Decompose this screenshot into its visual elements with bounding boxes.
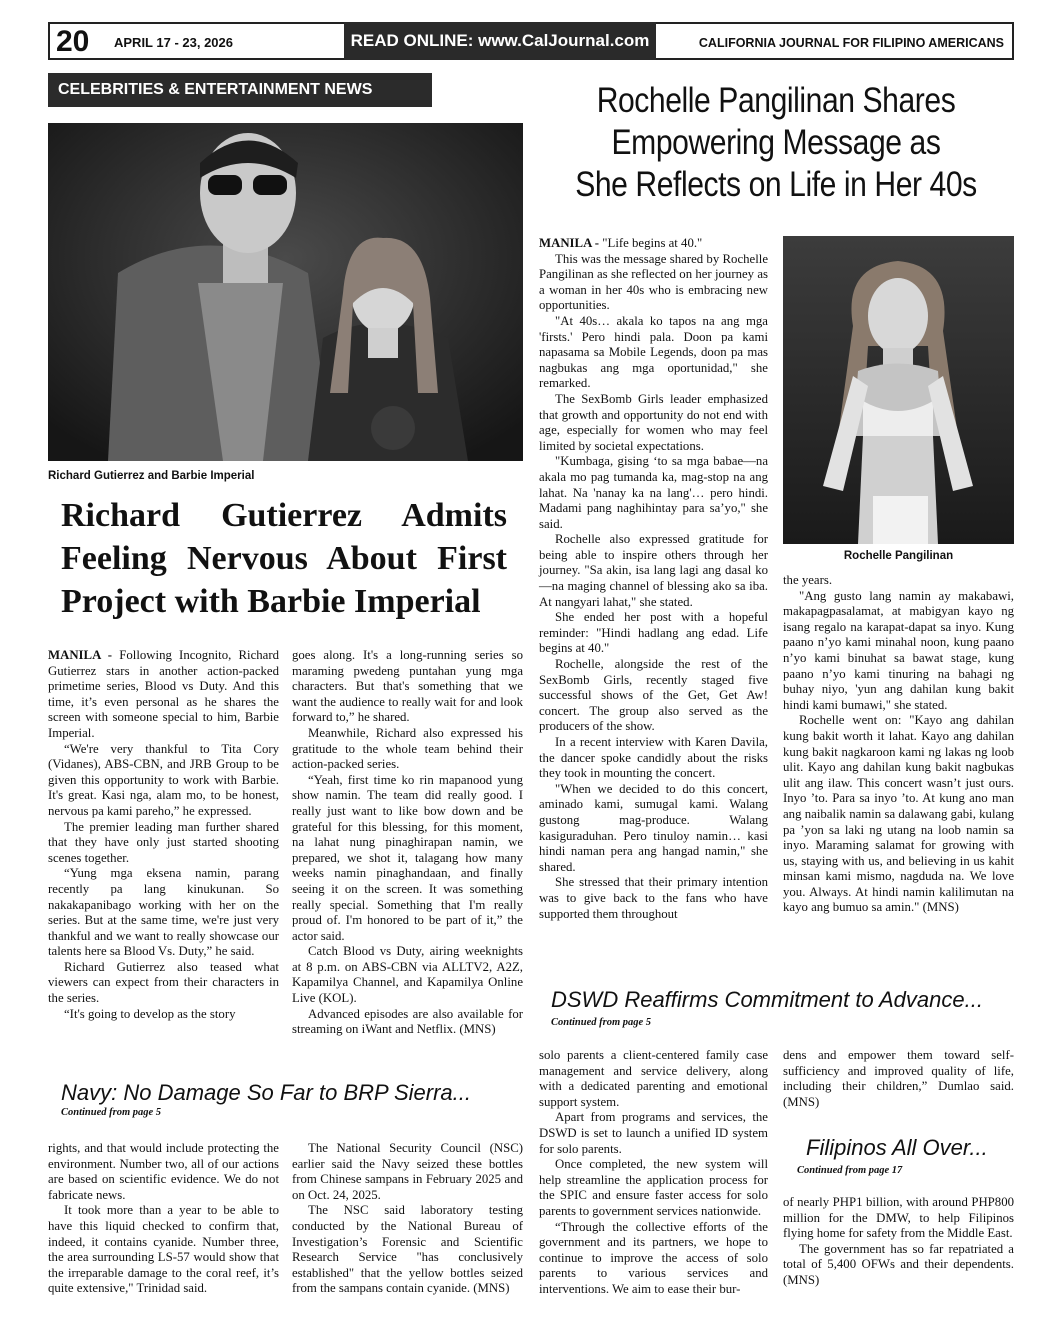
paragraph: Rochelle went on: "Kayo ang dahilan kung bakit worth it lahat. Kayo ang dahilan kung bakit nagkaroon kami ng lakas ng loob ulit. Kayo ang dahilan kung bakit nagbukas ulit ang ilaw. This concert wasn’t just ours. Inyo ’to. Para sa inyo ’to. At kung ano man ang naibalik namin sa dalawang gabi, kulang pa ’yon sa laki ng utang na loob namin sa inyo. Maraming salamat for growing with us, staying with us, and believing in us kahit minsan kami mismo, nagduda na. We love you. Always. At hindi namin kalilimutan na kayo ang bumuo sa amin." (MNS)	[783, 713, 1014, 915]
issue-date: APRIL 17 - 23, 2026	[114, 35, 233, 50]
filipinos-headline: Filipinos All Over...	[806, 1135, 988, 1160]
paragraph: Advanced episodes are also available for streaming on iWant and Netflix. (MNS)	[292, 1006, 523, 1037]
paragraph: “Yeah, first time ko rin mapanood yung show namin. The team did really good. I really just want to like bow down and be grateful for this blessing, for this moment, na lahat nung pinaghirapan namin, we prepared, we shot it, talagang how many weeks namin pinaghandaan, and finally seeing it on the screen. It was something really special. Something that I'm really proud of. I'm honored to be part of it,” the actor said.	[292, 772, 523, 943]
dswd-column-1	[539, 1048, 768, 1298]
richard-barbie-photo	[48, 123, 523, 461]
richard-photo-caption: Richard Gutierrez and Barbie Imperial	[48, 470, 255, 482]
paragraph: “Yung mga eksena namin, parang recently pa lang kinukunan. So nakakapanibago working with her on the series. But at the same time, we're just very thankful and we want to really showcase our talents here sa Blood Vs. Duty,” he said.	[48, 866, 279, 959]
richard-column-1: MANILA - Following Incognito, Richard Gutierrez stars in another action-packed primetime series, Blood vs Duty. And this time, it’s even personal as he shares the screen with someone special to him, Barbie Imperial. “We're very thankful to Tita Cory (Vidanes), ABS-CBN, and JRB Group to be given this opportunity to work with Barbie. It's great. Kasi nga, alam mo, to be honest, nervous pa kami pareho,” he expressed. The premier leading man further shared that they have only just started shooting scenes together. “Yung mga eksena namin, parang recently pa lang kinukunan. So nakakapanibago working with her on the series. But at the same time, we're just very thankful and we want to really showcase our talents here sa Blood Vs. Duty,” he said. Richard Gutierrez also teased what viewers can expect from their characters in the series. “It's going to develop as the story	[48, 648, 279, 1021]
paragraph: goes along. It's a long-running series so maraming pwedeng puntahan yung mga characters. But that's something that we want the audience to really wait for and look forward to,” he shared.	[292, 648, 523, 725]
paragraph: Apart from programs and services, the DSWD is set to launch a unified ID system for solo parents.	[539, 1110, 768, 1156]
paragraph: the years.	[783, 573, 833, 587]
dateline: MANILA -	[48, 648, 113, 662]
richard-headline: Richard Gutierrez Admits Feeling Nervous About First Project with Barbie Imperial	[61, 497, 507, 620]
navy-headline: Navy: No Damage So Far to BRP Sierra...	[61, 1080, 471, 1105]
dswd-headline: DSWD Reaffirms Commitment to Advance...	[551, 987, 983, 1012]
paragraph: This was the message shared by Rochelle Pangilinan as she reflected on her journey as a woman in her 40s who is embracing new opportunities.	[539, 251, 768, 313]
paragraph: "At 40s… akala ko tapos na ang mga 'firsts.' Pero hindi pala. Doon pa kami napasama sa Mobile Legends, doon pa mas nagbukas ang mga oportunidad," she remarked.	[539, 313, 768, 391]
photo-illustration	[48, 123, 523, 461]
photo-illustration	[783, 236, 1014, 544]
paragraph: She stressed that their primary intention was to give back to the fans who have supported them throughout	[539, 875, 768, 921]
dswd-column-2	[783, 1048, 1014, 1110]
paragraph: dens and empower them toward self-sufficiency and improved quality of life, including their children,” Dumlao said. (MNS)	[783, 1048, 1014, 1109]
paragraph: "When we decided to do this concert, aminado kami, sumugal kami. Walang gustong mag-produce. Walang kasiguraduhan. Pero tinuloy namin… kasi hindi naman pera ang hangad namin," she shared.	[539, 781, 768, 874]
dateline: MANILA -	[539, 236, 600, 250]
paragraph: Rochelle also expressed gratitude for being able to inspire others through her journey. "Sa akin, isa lang lagi ang dasal ko—na maging channel of blessing ako sa iba. At nangyari lahat," she stated.	[539, 532, 768, 609]
paragraph: The SexBomb Girls leader emphasized that growth and opportunity do not end with age, especially for women who may feel limited by societal expectations.	[539, 391, 768, 453]
publication-name: CALIFORNIA JOURNAL FOR FILIPINO AMERICANS	[698, 36, 1004, 50]
page-number: 20	[56, 25, 90, 58]
paragraph: The NSC said laboratory testing conducted by the National Bureau of Investigation’s Forensic and Scientific Research Service "has conclusively established" that the yellow bottles seized from the sampans contain cyanide. (MNS)	[292, 1203, 523, 1296]
paragraph: The premier leading man further shared that they have only just started shooting scenes together.	[48, 819, 279, 865]
dswd-continued: Continued from page 5	[551, 1017, 652, 1028]
paragraph: The National Security Council (NSC) earlier said the Navy seized these bottles from Chinese sampans in February 2025 and on Oct. 24, 2025.	[292, 1141, 523, 1202]
navy-continued: Continued from page 5	[61, 1107, 162, 1118]
paragraph: Catch Blood vs Duty, airing weeknights at 8 p.m. on ABS-CBN via ALLTV2, A2Z, Kapamilya Channel, and Kapamilya Online Live (KOL).	[292, 944, 523, 1006]
paragraph: “We're very thankful to Tita Cory (Vidanes), ABS-CBN, and JRB Group to be given this opportunity to work with Barbie. It's great. Kasi nga, alam mo, to be honest, nervous pa kami pareho,” he expressed.	[48, 741, 279, 818]
richard-column-2	[292, 648, 523, 1038]
paragraph: "Kumbaga, gising ‘to sa mga babae—na akala mo pag tumanda ka, mag-stop na ang lahat. Na 'nanay ka na lang'… pero hindi. Madami pang naghihintay para sa’yo," she said.	[539, 454, 768, 531]
paragraph: She ended her post with a hopeful reminder: "Hindi hadlang ang edad. Life begins at 40."	[539, 610, 768, 656]
paragraph: In a recent interview with Karen Davila, the dancer spoke candidly about the risks they took in mounting the concert.	[539, 735, 768, 781]
paragraph: Rochelle, alongside the rest of the SexBomb Girls, recently staged five successful shows of the Get, Get Aw! concert. The group also served as the producers of the show.	[539, 657, 768, 734]
paragraph: rights, and that would include protecting the environment. Number two, all of our actions are based on scientific evidence. We do not fabricate news.	[48, 1141, 279, 1202]
paragraph: It took more than a year to be able to have this liquid checked to confirm that, indeed, it contains cyanide. Number three, the area surrounding LS-57 would show that the irreparable damage to the coral reef, it’s quite extensive," Trinidad said.	[48, 1203, 279, 1296]
filipinos-continued: Continued from page 17	[797, 1165, 903, 1176]
navy-column-1	[48, 1141, 279, 1297]
paragraph: Meanwhile, Richard also expressed his gratitude to the whole team behind their action-packed series.	[292, 725, 523, 772]
read-online-banner[interactable]: READ ONLINE: www.CalJournal.com	[344, 22, 656, 60]
paragraph: "Ang gusto lang namin ay makabawi, makapagpasalamat, at mabigyan kayo ng isang regalo na karapat-dapat sa inyo. Kung paano n’yo kami minahal noon, kung paano n’yo kami binuhat sa bawat stage, kung paano n’yo kami tinuring na bahagi ng buhay niyo, 'yun ang dahilan kung bakit hindi kami bumawi," she stated.	[783, 588, 1014, 712]
rochelle-headline: Rochelle Pangilinan Shares Empowering Message as She Reflects on Life in Her 40s	[575, 81, 977, 204]
paragraph: “It's going to develop as the story	[64, 1006, 236, 1021]
paragraph: The government has so far repatriated a total of 5,400 OFWs and their dependents. (MNS)	[783, 1241, 1014, 1287]
rochelle-photo-caption: Rochelle Pangilinan	[843, 550, 954, 562]
paragraph: “Through the collective efforts of the government and its partners, we hope to continue to improve the access of solo parents to various services and interventions. We aim to ease their bur-	[539, 1219, 768, 1296]
section-label: CELEBRITIES & ENTERTAINMENT NEWS	[48, 73, 432, 107]
paragraph: of nearly PHP1 billion, with around PHP800 million for the DMW, to help Filipinos flying home for safety from the Middle East.	[783, 1195, 1014, 1241]
filipinos-column	[783, 1195, 1014, 1289]
rochelle-column-1: MANILA - "Life begins at 40." This was the message shared by Rochelle Pangilinan as she reflected on her journey as a woman in her 40s who is embracing new opportunities. "At 40s… akala ko tapos na ang mga 'firsts.' Pero hindi pala. Doon pa kami napasama sa Mobile Legends, doon pa mas nagbukas ang mga oportunidad," she remarked. The SexBomb Girls leader emphasized that growth and opportunity do not end with age, especially for women who may feel limited by societal expectations. "Kumbaga, gising ‘to sa mga babae—na akala mo pag tumanda ka, mag-stop na ang lahat. Na 'nanay ka na lang'… pero hindi. Madami pang naghihintay para sa’yo," she said. Rochelle also expressed gratitude for being able to inspire others through her journey. "Sa akin, isa lang lagi ang dasal ko—na maging channel of blessing ako sa iba. At nangyari lahat," she stated. She ended her post with a hopeful reminder: "Hindi hadlang ang edad. Life begins at 40." Rochelle, alongside the rest of the SexBomb Girls, recently staged five successful shows of the Get, Get Aw! concert. The group also served as the producers of the show. In a recent interview with Karen Davila, the dancer spoke candidly about the risks they took in mounting the concert. "When we decided to do this concert, aminado kami, sumugal kami. Walang gustong mag-produce. Walang kasiguraduhan. Pero tinuloy namin… kasi hindi naman pera ang hangad namin," she shared. She stressed that their primary intention was to give back to the fans who have supported them throughout	[539, 236, 768, 921]
rochelle-photo	[783, 236, 1014, 544]
paragraph: solo parents a client-centered family case management and service delivery, along with a dedicated parenting and emotional support system.	[539, 1048, 768, 1109]
paragraph: Richard Gutierrez also teased what viewers can expect from their characters in the series.	[48, 959, 279, 1006]
navy-column-2	[292, 1141, 523, 1297]
paragraph: Once completed, the new system will help streamline the application process for the SPIC and ensure faster access for solo parents to government services nationwide.	[539, 1157, 768, 1218]
masthead	[48, 22, 1014, 60]
rochelle-column-2	[783, 573, 1014, 916]
